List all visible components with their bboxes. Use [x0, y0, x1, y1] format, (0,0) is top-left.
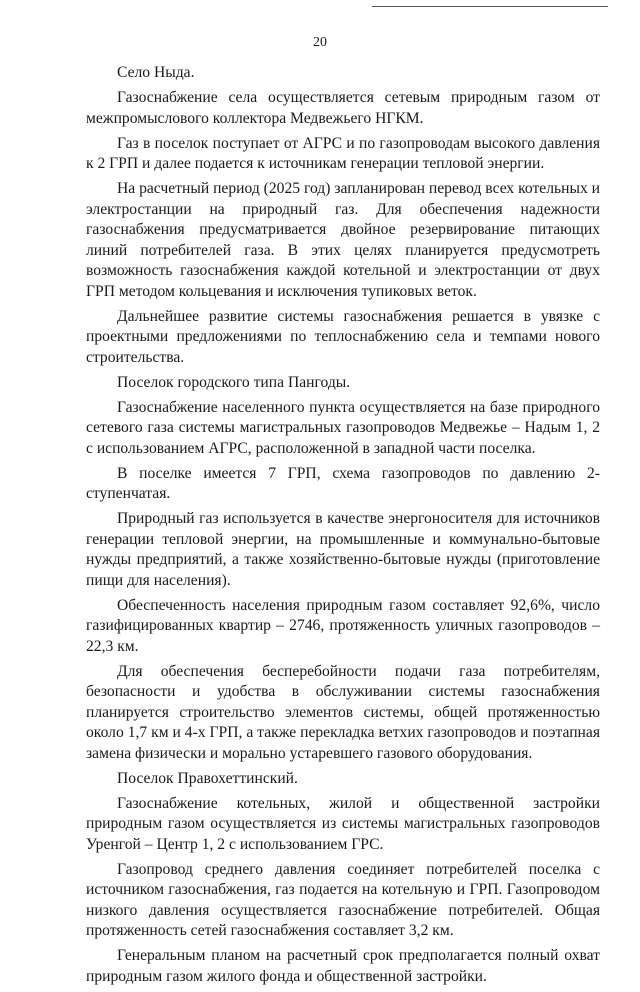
paragraph: Генеральным планом на расчетный срок предполагается полный охват природным газом жилого фонда и общественной застройки.	[86, 947, 600, 985]
document-body	[86, 63, 600, 992]
paragraph: Газоснабжение села осуществляется сетевым природным газом от межпромыслового коллектора Медвежьего НГКМ.	[86, 89, 600, 127]
paragraph: Для обеспечения бесперебойности подачи газа потребителям, безопасности и удобства в обслуживании системы газоснабжения планируется строительство элементов системы, общей протяженностью около 1,7 км и 4-х ГРП, а также перекладка ветхих газопроводов и поэтапная замена физически и морально устаревшего газового оборудования.	[86, 662, 600, 762]
paragraph: Обеспеченность населения природным газом составляет 92,6%, число газифицированных квартир – 2746, протяженность уличных газопроводов – 22,3 км.	[86, 596, 600, 655]
paragraph: На расчетный период (2025 год) запланирован перевод всех котельных и электростанции на природный газ. Для обеспечения надежности газоснабжения предусматривается двойное резервирование питающих линий потребителей газа. В этих целях планируется предусмотреть возможность газоснабжения каждой котельной и электростанции от двух ГРП методом кольцевания и исключения тупиковых веток.	[86, 180, 600, 300]
paragraph: В поселке имеется 7 ГРП, схема газопроводов по давлению 2-ступенчатая.	[86, 464, 600, 502]
paragraph: Дальнейшее развитие системы газоснабжения решается в увязке с проектными предложениями по теплоснабжению села и темпами нового строительства.	[86, 307, 600, 366]
paragraph: Природный газ используется в качестве энергоносителя для источников генерации тепловой энергии, на промышленные и коммунально-бытовые нужды предприятий, а также хозяйственно-бытовые нужды (приготовление пищи для населения).	[86, 510, 600, 589]
section-heading-nyda: Село Ныда.	[117, 64, 195, 81]
paragraph: Газопровод среднего давления соединяет потребителей поселка с источником газоснабжения, газ подается на котельную и ГРП. Газопроводом низкого давления осуществляется газоснабжение потребителей. Общая протяженность сетей газоснабжения составляет 3,2 км.	[86, 860, 600, 939]
page-number: 20	[313, 35, 327, 50]
paragraph: Газоснабжение котельных, жилой и общественной застройки природным газом осуществляется из системы магистральных газопроводов Уренгой – Центр 1, 2 с использованием ГРС.	[86, 794, 600, 853]
section-heading-pangody: Поселок городского типа Пангоды.	[117, 373, 351, 391]
paragraph: Газоснабжение населенного пункта осуществляется на базе природного сетевого газа системы магистральных газопроводов Медвежье – Надым 1, 2 с использованием АГРС, расположенной в западной части поселка.	[86, 398, 600, 457]
section-heading-pravokhettinsky: Поселок Правохеттинский.	[117, 769, 298, 787]
top-rule	[372, 6, 608, 7]
paragraph: Газ в поселок поступает от АГРС и по газопроводам высокого давления к 2 ГРП и далее подается к источникам генерации тепловой энергии.	[86, 134, 600, 172]
